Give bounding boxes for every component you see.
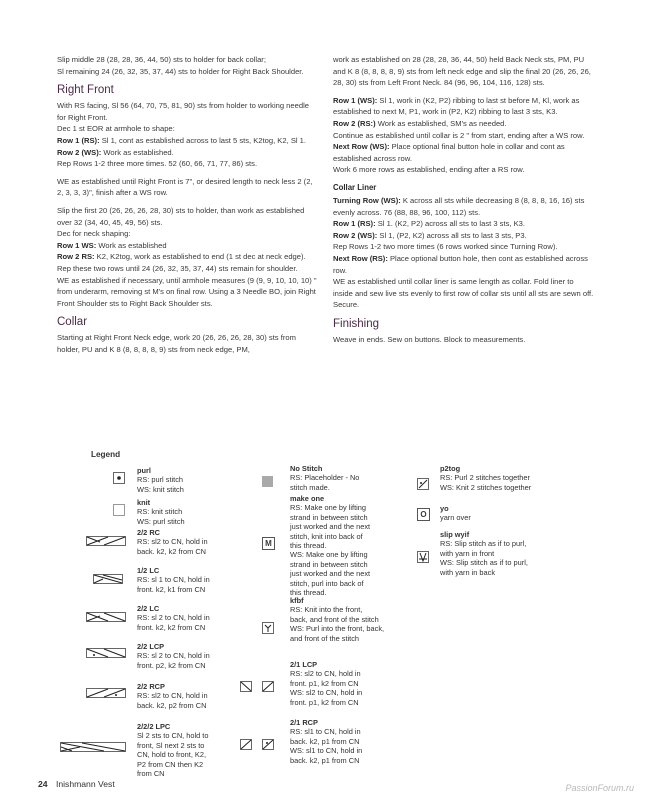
legend-item: yo yarn over bbox=[440, 504, 471, 523]
instruction-row: Row 1 (RS): Sl 1, cont as established across to last 5 sts, K2tog, K2, Sl 1. bbox=[57, 135, 307, 145]
cable-2-2-lc-icon bbox=[86, 612, 126, 622]
p2tog-icon bbox=[417, 478, 429, 490]
legend bbox=[0, 448, 648, 778]
finishing-heading: Finishing bbox=[333, 317, 380, 330]
cable-2-2-2-lpc-icon bbox=[60, 742, 126, 752]
cable-2-2-rc-icon bbox=[86, 536, 126, 546]
instruction-row: Row 1 WS: Work as established bbox=[57, 240, 167, 250]
purl-dot-icon bbox=[113, 472, 125, 484]
instruction-row: Row 2 (WS): Sl 1, (P2, K2) across all sts to last 3 sts, P3. bbox=[333, 230, 527, 240]
legend-item: 2/2 LC RS: sl 2 to CN, hold in front. k2, k2 from CN bbox=[137, 604, 210, 632]
no-stitch-icon bbox=[262, 476, 273, 487]
legend-item: purl RS: purl stitch WS: knit stitch bbox=[137, 466, 184, 494]
intro-text: Slip middle 28 (28, 28, 36, 44, 50) sts to holder for back collar; Sl remaining 24 (26, 32, 35, 37, 44) sts to holder for Right Back Shoulder. bbox=[57, 55, 304, 76]
paragraph: With RS facing, Sl 56 (64, 70, 75, 81, 90) sts from holder to working needle for Right Front. bbox=[57, 101, 309, 122]
watermark: PassionForum.ru bbox=[565, 783, 634, 793]
paragraph: Rep these two rows until 24 (26, 32, 35, 37, 44) sts remain for shoulder. bbox=[57, 263, 298, 273]
yarn-over-icon: O bbox=[417, 508, 430, 521]
paragraph: Dec 1 st EOR at armhole to shape: bbox=[57, 124, 175, 134]
paragraph: Work 6 more rows as established, ending after a RS row. bbox=[333, 165, 525, 175]
collar-heading: Collar bbox=[57, 316, 88, 329]
paragraph: Rep Rows 1-2 two more times (6 rows worked since Turning Row). bbox=[333, 242, 558, 252]
paragraph: Starting at Right Front Neck edge, work 20 (26, 26, 26, 28, 30) sts from holder, PU and K 8 (8, 8, 8, 8, 9) sts from neck edge, PM, bbox=[57, 333, 296, 354]
legend-item: knit RS: knit stitch WS: purl stitch bbox=[137, 498, 185, 526]
paragraph: Rep Rows 1-2 three more times. 52 (60, 66, 71, 77, 86) sts. bbox=[57, 159, 258, 169]
cable-2-1-rcp-icon bbox=[240, 739, 274, 750]
page-number: 24 bbox=[38, 779, 48, 789]
paragraph: Weave in ends. Sew on buttons. Block to measurements. bbox=[333, 334, 526, 344]
legend-item: 2/2 RC RS: sl2 to CN, hold in back. k2, k2 from CN bbox=[137, 528, 208, 556]
paragraph: Dec for neck shaping: bbox=[57, 229, 131, 239]
page-footer bbox=[38, 779, 115, 789]
paragraph: WE as established until Right Front is 7", or desired length to neck less 2 (2, 2, 3, 3, 3)", finish after a WS row. bbox=[57, 176, 313, 198]
legend-title: Legend bbox=[91, 450, 121, 459]
kfbf-icon bbox=[262, 622, 274, 634]
cable-2-1-lcp-icon bbox=[240, 681, 274, 692]
left-column bbox=[57, 54, 319, 361]
instruction-row: Row 2 (WS): Work as established. bbox=[57, 147, 174, 157]
instruction-row: Row 2 RS: K2, K2tog, work as established to end (1 st dec at neck edge). bbox=[57, 252, 306, 262]
paragraph: WE as established until collar liner is same length as collar. Fold liner to inside and sew live sts evenly to first row of collar sts until all sts are sewn off. Secure. bbox=[333, 277, 594, 310]
collar-liner-heading: Collar Liner bbox=[333, 182, 377, 192]
legend-item: 2/2 RCP RS: sl2 to CN, hold in back. k2, p2 from CN bbox=[137, 682, 208, 710]
legend-item: make one RS: Make one by lifting strand in between stitch just worked and the next stitch, knit into back of this thread. WS: Make one by lifting strand in between stitch just worked and the next stitch, purl into back of this thread. bbox=[290, 494, 371, 598]
legend-item: 2/1 LCP RS: sl2 to CN, hold in front. p1, k2 from CN WS: sl2 to CN, hold in front. p1, k2 from CN bbox=[290, 660, 363, 707]
instruction-row: Row 2 (RS:) Work as established, SM's as needed. bbox=[333, 118, 507, 128]
legend-item: 2/1 RCP RS: sl1 to CN, hold in back. k2, p1 from CN WS: sl1 to CN, hold in back. k2, p1 from CN bbox=[290, 718, 363, 765]
cable-2-2-lcp-icon bbox=[86, 648, 126, 658]
paragraph: Continue as established until collar is 2 " from start, ending after a WS row. bbox=[333, 130, 585, 140]
document-title: Inishmann Vest bbox=[55, 779, 115, 789]
legend-item: 1/2 LC RS: sl 1 to CN, hold in front. k2, k1 from CN bbox=[137, 566, 210, 594]
paragraph: work as established on 28 (28, 28, 36, 44, 50) held Back Neck sts, PM, PU and K 8 (8, 8, 8, 8, 9) sts from left neck edge and slip the final 20 (26, 26, 26, 28, 30) sts from Left Front Neck. 84 (96, 96, 104, 116, 128) sts. bbox=[333, 55, 591, 88]
legend-item: 2/2 LCP RS: sl 2 to CN, hold in front. p2, k2 from CN bbox=[137, 642, 210, 670]
legend-item: slip wyif RS: Slip stitch as if to purl, with yarn in front WS: Slip stitch as if to purl, with yarn in back bbox=[440, 530, 528, 577]
right-column bbox=[333, 54, 595, 351]
instruction-row: Next Row (WS): Place optional final button hole in collar and cont as established across row. bbox=[333, 142, 565, 163]
paragraph: Slip the first 20 (26, 26, 26, 28, 30) sts to holder, than work as established over 32 (34, 40, 45, 49, 56) sts. bbox=[57, 205, 305, 227]
instruction-row: Row 1 (RS): Sl 1. (K2, P2) across all sts to last 3 sts, K3. bbox=[333, 219, 526, 229]
instruction-row: Next Row (RS): Place optional button hole, then cont as established across row. bbox=[333, 253, 588, 275]
legend-item: No Stitch RS: Placeholder - No stitch made. bbox=[290, 464, 360, 492]
slip-wyif-icon bbox=[417, 551, 429, 563]
legend-item: 2/2/2 LPC Sl 2 sts to CN, hold to front, Sl next 2 sts to CN, hold to front, K2, P2 from CN then K2 from CN bbox=[137, 722, 209, 779]
cable-1-2-lc-icon bbox=[93, 574, 123, 584]
instruction-row: Turning Row (WS): K across all sts while decreasing 8 (8, 8, 8, 16, 16) sts evenly across. 76 (88, 88, 96, 100, 112) sts. bbox=[333, 195, 585, 217]
instruction-row: Row 1 (WS): Sl 1, work in (K2, P2) ribbing to last st before M, Kl, work as established to next M, P1, work in (P2, K2) ribbing to last 3 sts, K3. bbox=[333, 95, 580, 117]
legend-item: p2tog RS: Purl 2 stitches together WS: Knit 2 stitches together bbox=[440, 464, 532, 492]
knit-empty-icon bbox=[113, 504, 125, 516]
right-front-heading: Right Front bbox=[57, 84, 114, 97]
legend-item: kfbf RS: Knit into the front, back, and front of the stitch WS: Purl into the front, back, and front of the stitch bbox=[290, 596, 385, 643]
cable-2-2-rcp-icon bbox=[86, 688, 126, 698]
paragraph: WE as established if necessary, until armhole measures (9 (9, 9, 10, 10, 10) " from underarm, removing st M's on final row. Using a 3 Needle BO, join Right Front Shoulder sts to Right Back Shoulder sts. bbox=[57, 275, 317, 308]
make-one-icon: M bbox=[262, 537, 275, 550]
